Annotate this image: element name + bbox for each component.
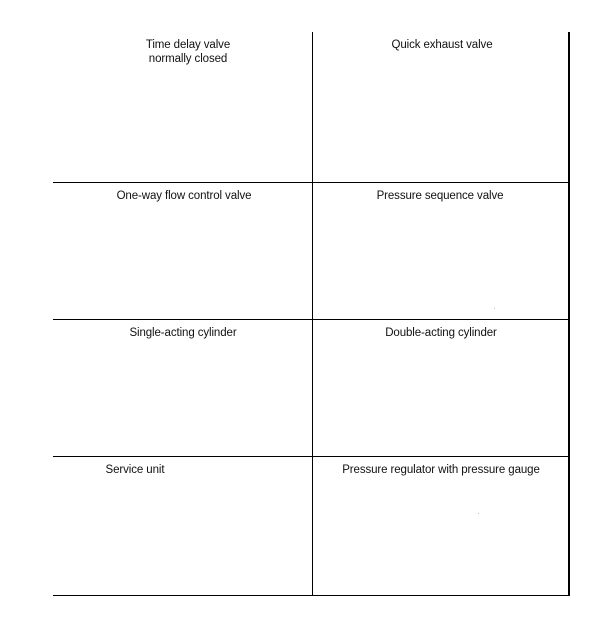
label-line: Service unit [105,464,165,476]
label-line: Pressure sequence valve [376,190,504,202]
label-pressure-sequence-valve [360,189,520,203]
scan-speck [478,513,479,514]
label-line: Pressure regulator with pressure gauge [342,464,540,476]
row-divider-2 [53,319,570,320]
label-line: Single-acting cylinder [129,327,237,339]
label-line: Double-acting cylinder [385,327,497,339]
label-time-delay-valve [128,38,248,66]
label-quick-exhaust-valve [372,38,512,52]
scan-speck [494,308,495,309]
label-line: Quick exhaust valve [391,39,493,51]
label-single-acting-cylinder [112,326,254,340]
label-line: normally closed [148,53,228,65]
label-double-acting-cylinder [368,326,514,340]
bottom-border [53,595,570,596]
row-divider-3 [53,456,570,457]
center-divider [312,32,313,596]
right-border [568,32,570,596]
label-pressure-regulator-with-pressure-gauge [322,463,560,477]
label-line: One-way flow control valve [116,190,252,202]
label-service-unit [92,463,178,477]
label-line: Time delay valve [145,39,231,51]
label-one-way-flow-control-valve [98,189,270,203]
row-divider-1 [53,182,570,183]
